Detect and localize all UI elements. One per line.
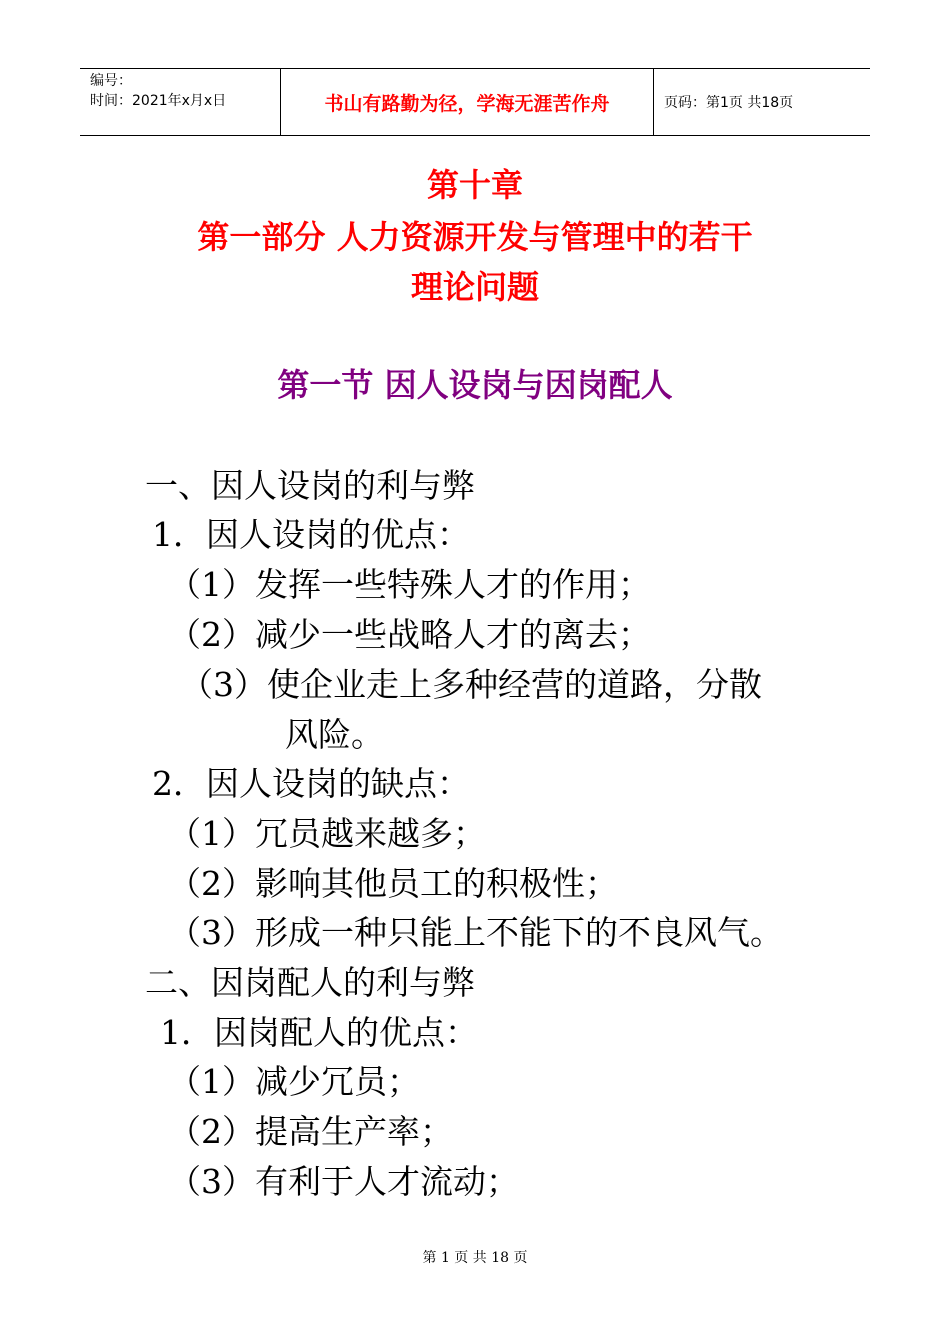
item-2-2: （2）影响其他员工的积极性；	[168, 864, 618, 903]
header-meta-cell	[80, 69, 281, 135]
item-3-2: （2）提高生产率；	[168, 1112, 453, 1151]
page-header	[80, 68, 870, 136]
item-1-3-continued: 风险。	[285, 715, 384, 754]
item-3-1: （1）减少冗员；	[168, 1062, 420, 1101]
item-2-3: （3）形成一种只能上不能下的不良风气。	[168, 913, 783, 952]
item-1-3: （3）使企业走上多种经营的道路，分散	[180, 665, 762, 704]
item-1-heading: 1．因人设岗的优点：	[152, 515, 470, 554]
header-motto-cell	[281, 69, 654, 135]
part-title-line1: 第一部分 人力资源开发与管理中的若干	[197, 218, 753, 256]
heading-one: 一、因人设岗的利与弊	[145, 466, 475, 505]
serial-label: 编号：	[90, 73, 132, 89]
item-1-1: （1）发挥一些特殊人才的作用；	[168, 565, 651, 604]
item-1-2: （2）减少一些战略人才的离去；	[168, 615, 651, 654]
motto-text: 书山有路勤为径，学海无涯苦作舟	[324, 92, 610, 115]
heading-two: 二、因岗配人的利与弊	[145, 963, 475, 1002]
section-title: 第一节 因人设岗与因岗配人	[277, 366, 673, 404]
page-footer: 第 1 页 共 18 页	[422, 1250, 528, 1266]
part-title-line2: 理论问题	[410, 268, 539, 306]
item-3-3: （3）有利于人才流动；	[168, 1162, 519, 1201]
chapter-title: 第十章	[426, 166, 523, 204]
header-page-cell	[654, 69, 870, 135]
item-2-heading: 2．因人设岗的缺点：	[152, 764, 470, 803]
item-2-1: （1）冗员越来越多；	[168, 814, 486, 853]
item-3-heading: 1．因岗配人的优点：	[160, 1013, 478, 1052]
page-code: 页码：第1页 共18页	[664, 95, 794, 111]
date-label: 时间：2021年x月x日	[90, 93, 227, 109]
